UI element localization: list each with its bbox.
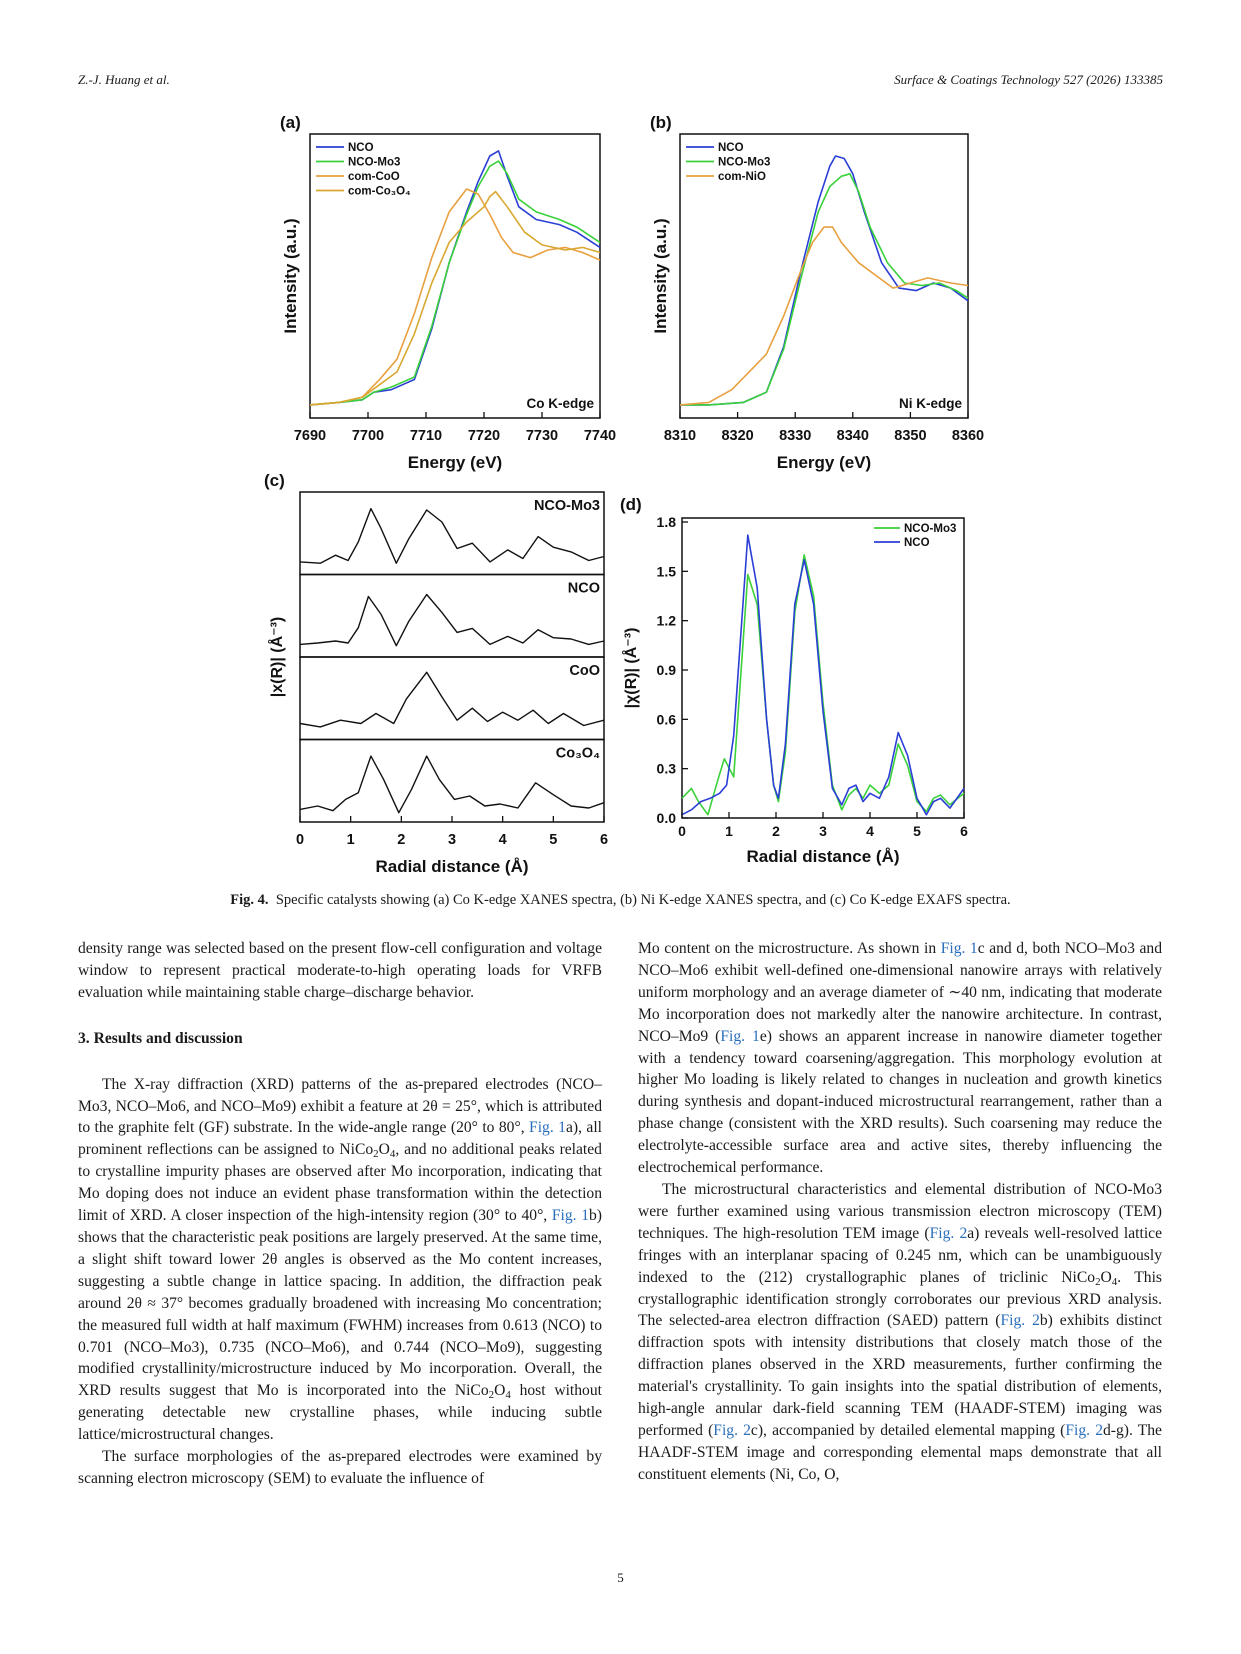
x-tick-label: 1 bbox=[346, 832, 355, 848]
x-tick-label: 7740 bbox=[583, 428, 617, 444]
text-run: O bbox=[494, 1382, 506, 1400]
x-tick-label: 2 bbox=[397, 832, 406, 848]
x-tick-label: 6 bbox=[599, 832, 609, 848]
x-tick-label: 1 bbox=[725, 823, 733, 839]
series-line-NCO bbox=[682, 535, 964, 815]
paragraph: density range was selected based on the present flow-cell configuration and voltage window to represent practical moderate-to-high operating loads for VRFB evaluation while maintaining stable charge–discharge behavior. bbox=[78, 940, 602, 1001]
figure-link[interactable]: Fig. 2 bbox=[1000, 1312, 1040, 1330]
x-tick-label: 7720 bbox=[467, 428, 501, 444]
edge-annotation: Ni K-edge bbox=[898, 396, 962, 411]
text-run: a), all prominent reflections can be assigned to NiCo bbox=[78, 1119, 602, 1159]
x-tick-label: 7690 bbox=[293, 428, 327, 444]
y-axis-label: Intensity (a.u.) bbox=[281, 218, 300, 334]
subscript: 4 bbox=[1111, 1275, 1118, 1288]
x-axis-label: Energy (eV) bbox=[407, 453, 503, 472]
y-tick-label: 1.5 bbox=[656, 563, 676, 580]
legend-entry: com-CoO bbox=[348, 171, 400, 183]
panel-tag: (b) bbox=[650, 113, 672, 132]
x-tick-label: 7710 bbox=[409, 428, 443, 444]
text-column-right bbox=[638, 938, 1162, 1486]
paragraph bbox=[638, 1179, 1162, 1486]
running-header-authors: Z.-J. Huang et al. bbox=[78, 72, 170, 87]
y-axis-label: Intensity (a.u.) bbox=[651, 218, 670, 334]
x-tick-label: 8350 bbox=[894, 428, 927, 444]
y-axis-label: |x(R)| (Å⁻³) bbox=[269, 616, 286, 698]
figure-caption bbox=[60, 892, 1181, 909]
panel-tag: (a) bbox=[280, 113, 301, 132]
panel-tag: (d) bbox=[620, 495, 642, 514]
legend-entry: NCO-Mo3 bbox=[718, 156, 771, 169]
text-run: a) reveals well-resolved lattice fringes with an interplanar spacing of 0.245 nm, which can be unambiguously indexed to the (212) crystallographic planes of triclinic NiCo bbox=[638, 1224, 1162, 1286]
caption-label: Fig. 4. bbox=[230, 892, 269, 908]
x-tick-label: 7730 bbox=[525, 428, 559, 444]
text-run: O bbox=[378, 1141, 390, 1159]
series-line-NCO-Mo3 bbox=[682, 555, 964, 815]
subscript: 4 bbox=[505, 1389, 511, 1402]
figure-link[interactable]: Fig. 2 bbox=[1065, 1421, 1103, 1439]
text-run: c), accompanied by detailed elemental mapping ( bbox=[750, 1421, 1066, 1439]
text-run: c and d, both NCO–Mo3 and NCO–Mo6 exhibit well-defined one-dimensional nanowire arrays with relatively uniform morphology and an average diameter of ∼40 nm, indicating that moderate Mo incorporation does not markedly alter the nanowire architecture. In contrast, NCO–Mo9 ( bbox=[638, 940, 1162, 1045]
paragraph: The surface morphologies of the as-prepared electrodes were examined by scanning electron microscopy (SEM) to evaluate the influence of bbox=[78, 1448, 602, 1487]
text-run: b) shows that the characteristic peak positions are largely preserved. At the same time, a slight shift toward lower 2θ angles is observed as the Mo content increases, suggesting a subtle change in lattice spacing. In addition, the diffraction peak around 2θ ≈ 37° becomes gradually broadened with increasing Mo concentration; the measured full width at half maximum (FWHM) increases from 0.613 (NCO) to 0.701 (NCO–Mo3), 0.735 (NCO–Mo6), and 0.744 (NCO–Mo9), suggesting modified crystallinity/microstructure induced by Mo incorporation. Overall, the XRD results suggest that Mo is incorporated into the NiCo bbox=[78, 1207, 602, 1400]
series-line-Co₃O₄ bbox=[300, 756, 604, 813]
subscript: 4 bbox=[389, 1148, 396, 1161]
series-line-NCO bbox=[300, 595, 604, 646]
text-run: host without generating detectable new crystalline phases, while inducing subtle lattice/microstructural changes. bbox=[78, 1382, 602, 1444]
y-tick-label: 1.8 bbox=[656, 514, 676, 530]
series-line-NCO-Mo3 bbox=[680, 174, 968, 405]
text-run: Mo content on the microstructure. As shown in bbox=[638, 940, 941, 957]
y-tick-label: 0.0 bbox=[656, 810, 676, 826]
x-tick-label: 3 bbox=[819, 823, 827, 839]
figure-link[interactable]: Fig. 1 bbox=[529, 1119, 566, 1137]
x-tick-label: 8340 bbox=[836, 428, 869, 444]
x-tick-label: 0 bbox=[295, 832, 305, 848]
y-tick-label: 0.3 bbox=[656, 760, 676, 777]
series-line-com-CoO bbox=[310, 189, 600, 405]
x-tick-label: 5 bbox=[549, 832, 558, 848]
figure-link[interactable]: Fig. 2 bbox=[713, 1421, 751, 1439]
x-axis-label: Energy (eV) bbox=[776, 453, 872, 472]
stack-frame bbox=[300, 575, 604, 658]
legend-entry: NCO bbox=[348, 142, 374, 154]
x-tick-label: 7700 bbox=[351, 428, 385, 444]
subscript: 2 bbox=[488, 1389, 495, 1402]
y-tick-label: 0.9 bbox=[656, 662, 676, 678]
section-heading: 3. Results and discussion bbox=[78, 1029, 243, 1047]
text-column-left bbox=[78, 938, 602, 1490]
x-tick-label: 5 bbox=[913, 823, 921, 839]
x-tick-label: 2 bbox=[772, 823, 780, 839]
caption-text: Specific catalysts showing (a) Co K-edge XANES spectra, (b) Ni K-edge XANES spectra, and (c) Co K-edge EXAFS spectra. bbox=[275, 892, 1011, 908]
figure-link[interactable]: Fig. 2 bbox=[929, 1224, 968, 1242]
series-line-NCO bbox=[680, 156, 968, 405]
panel-tag: (c) bbox=[264, 471, 285, 490]
x-tick-label: 6 bbox=[960, 823, 968, 839]
x-tick-label: 0 bbox=[678, 823, 686, 839]
subscript: 2 bbox=[373, 1148, 379, 1161]
paragraph bbox=[78, 1074, 602, 1446]
stack-label: NCO bbox=[567, 580, 600, 597]
text-run: . This crystallographic identification strongly corroborates our previous XRD analysis. The selected-area electron diffraction (SAED) pattern ( bbox=[638, 1268, 1162, 1330]
legend-entry: com-NiO bbox=[718, 171, 766, 183]
figure-link[interactable]: Fig. 1 bbox=[551, 1207, 589, 1225]
x-tick-label: 8360 bbox=[951, 428, 985, 444]
page-number: 5 bbox=[617, 1570, 624, 1585]
plot-frame bbox=[682, 518, 964, 818]
text-run: b) exhibits distinct diffraction spots with intensity distributions that closely match those of the diffraction planes observed in the XRD measurements, further confirming the material's crystallinity. To gain insights into the spatial distribution of elements, high-angle annular dark-field scanning TEM (HAADF-STEM) imaging was performed ( bbox=[638, 1312, 1162, 1439]
legend-entry: NCO-Mo3 bbox=[904, 523, 957, 535]
x-tick-label: 8310 bbox=[663, 428, 697, 444]
text-run: , and no additional peaks related to crystalline impurity phases are observed after Mo incorporation, indicating that Mo doping does not induce an evident phase transformation within the detection limit of XRD. A closer inspection of the high-intensity region (30° to 40°, bbox=[78, 1141, 602, 1225]
paragraph bbox=[638, 938, 1162, 1179]
legend-entry: com-Co₃O₄ bbox=[348, 185, 411, 198]
x-tick-label: 3 bbox=[447, 832, 457, 848]
series-line-NCO-Mo3 bbox=[310, 161, 600, 405]
running-header-journal: Surface & Coatings Technology 527 (2026) 133385 bbox=[894, 72, 1163, 87]
x-tick-label: 8320 bbox=[721, 428, 754, 444]
stack-frame bbox=[300, 657, 604, 740]
x-axis-label: Radial distance (Å) bbox=[375, 857, 529, 876]
text-run: The X-ray diffraction (XRD) patterns of the as-prepared electrodes (NCO–Mo3, NCO–Mo6, and NCO–Mo9) exhibit a feature at 2θ = 25°, which is attributed to the graphite felt (GF) substrate. In the wide-angle range (20° to 80°, bbox=[78, 1075, 602, 1137]
text-run: O bbox=[1100, 1268, 1112, 1286]
legend-entry: NCO-Mo3 bbox=[348, 156, 401, 169]
x-tick-label: 8330 bbox=[779, 428, 812, 444]
y-tick-label: 1.2 bbox=[656, 612, 676, 629]
stack-label: NCO-Mo3 bbox=[533, 498, 600, 514]
y-axis-label: |χ(R)| (Å⁻³) bbox=[623, 627, 640, 709]
edge-annotation: Co K-edge bbox=[526, 396, 594, 411]
y-tick-label: 0.6 bbox=[656, 711, 676, 728]
series-line-com-NiO bbox=[680, 227, 968, 405]
stack-label: Co₃O₄ bbox=[555, 745, 600, 762]
stack-label: CoO bbox=[569, 663, 600, 679]
text-run: The microstructural characteristics and elemental distribution of NCO-Mo3 were further examined using various transmission electron microscopy (TEM) techniques. The high-resolution TEM image ( bbox=[638, 1180, 1162, 1242]
legend-entry: NCO bbox=[718, 142, 744, 154]
figure-link[interactable]: Fig. 1 bbox=[720, 1027, 760, 1045]
series-line-NCO-Mo3 bbox=[300, 509, 604, 564]
legend-entry: NCO bbox=[904, 537, 930, 549]
figure-link[interactable]: Fig. 1 bbox=[940, 940, 978, 957]
series-line-CoO bbox=[300, 672, 604, 727]
x-axis-label: Radial distance (Å) bbox=[746, 847, 900, 866]
x-tick-label: 4 bbox=[866, 823, 874, 839]
x-tick-label: 4 bbox=[498, 832, 507, 848]
text-run: d-g). The HAADF-STEM image and corresponding elemental maps demonstrate that all constituent elements (Ni, Co, O, bbox=[638, 1421, 1162, 1483]
subscript: 2 bbox=[1095, 1275, 1101, 1288]
text-run: e) shows an apparent increase in nanowire diameter together with a tendency toward coarsening/aggregation. This morphology evolution at higher Mo loading is likely related to changes in nucleation and growth kinetics during synthesis and dopant-induced microstructural rearrangement, rather than a phase change (consistent with the XRD results). Such coarsening may reduce the electrolyte-accessible surface area and active sites, thereby influencing the electrochemical performance. bbox=[638, 1027, 1162, 1177]
